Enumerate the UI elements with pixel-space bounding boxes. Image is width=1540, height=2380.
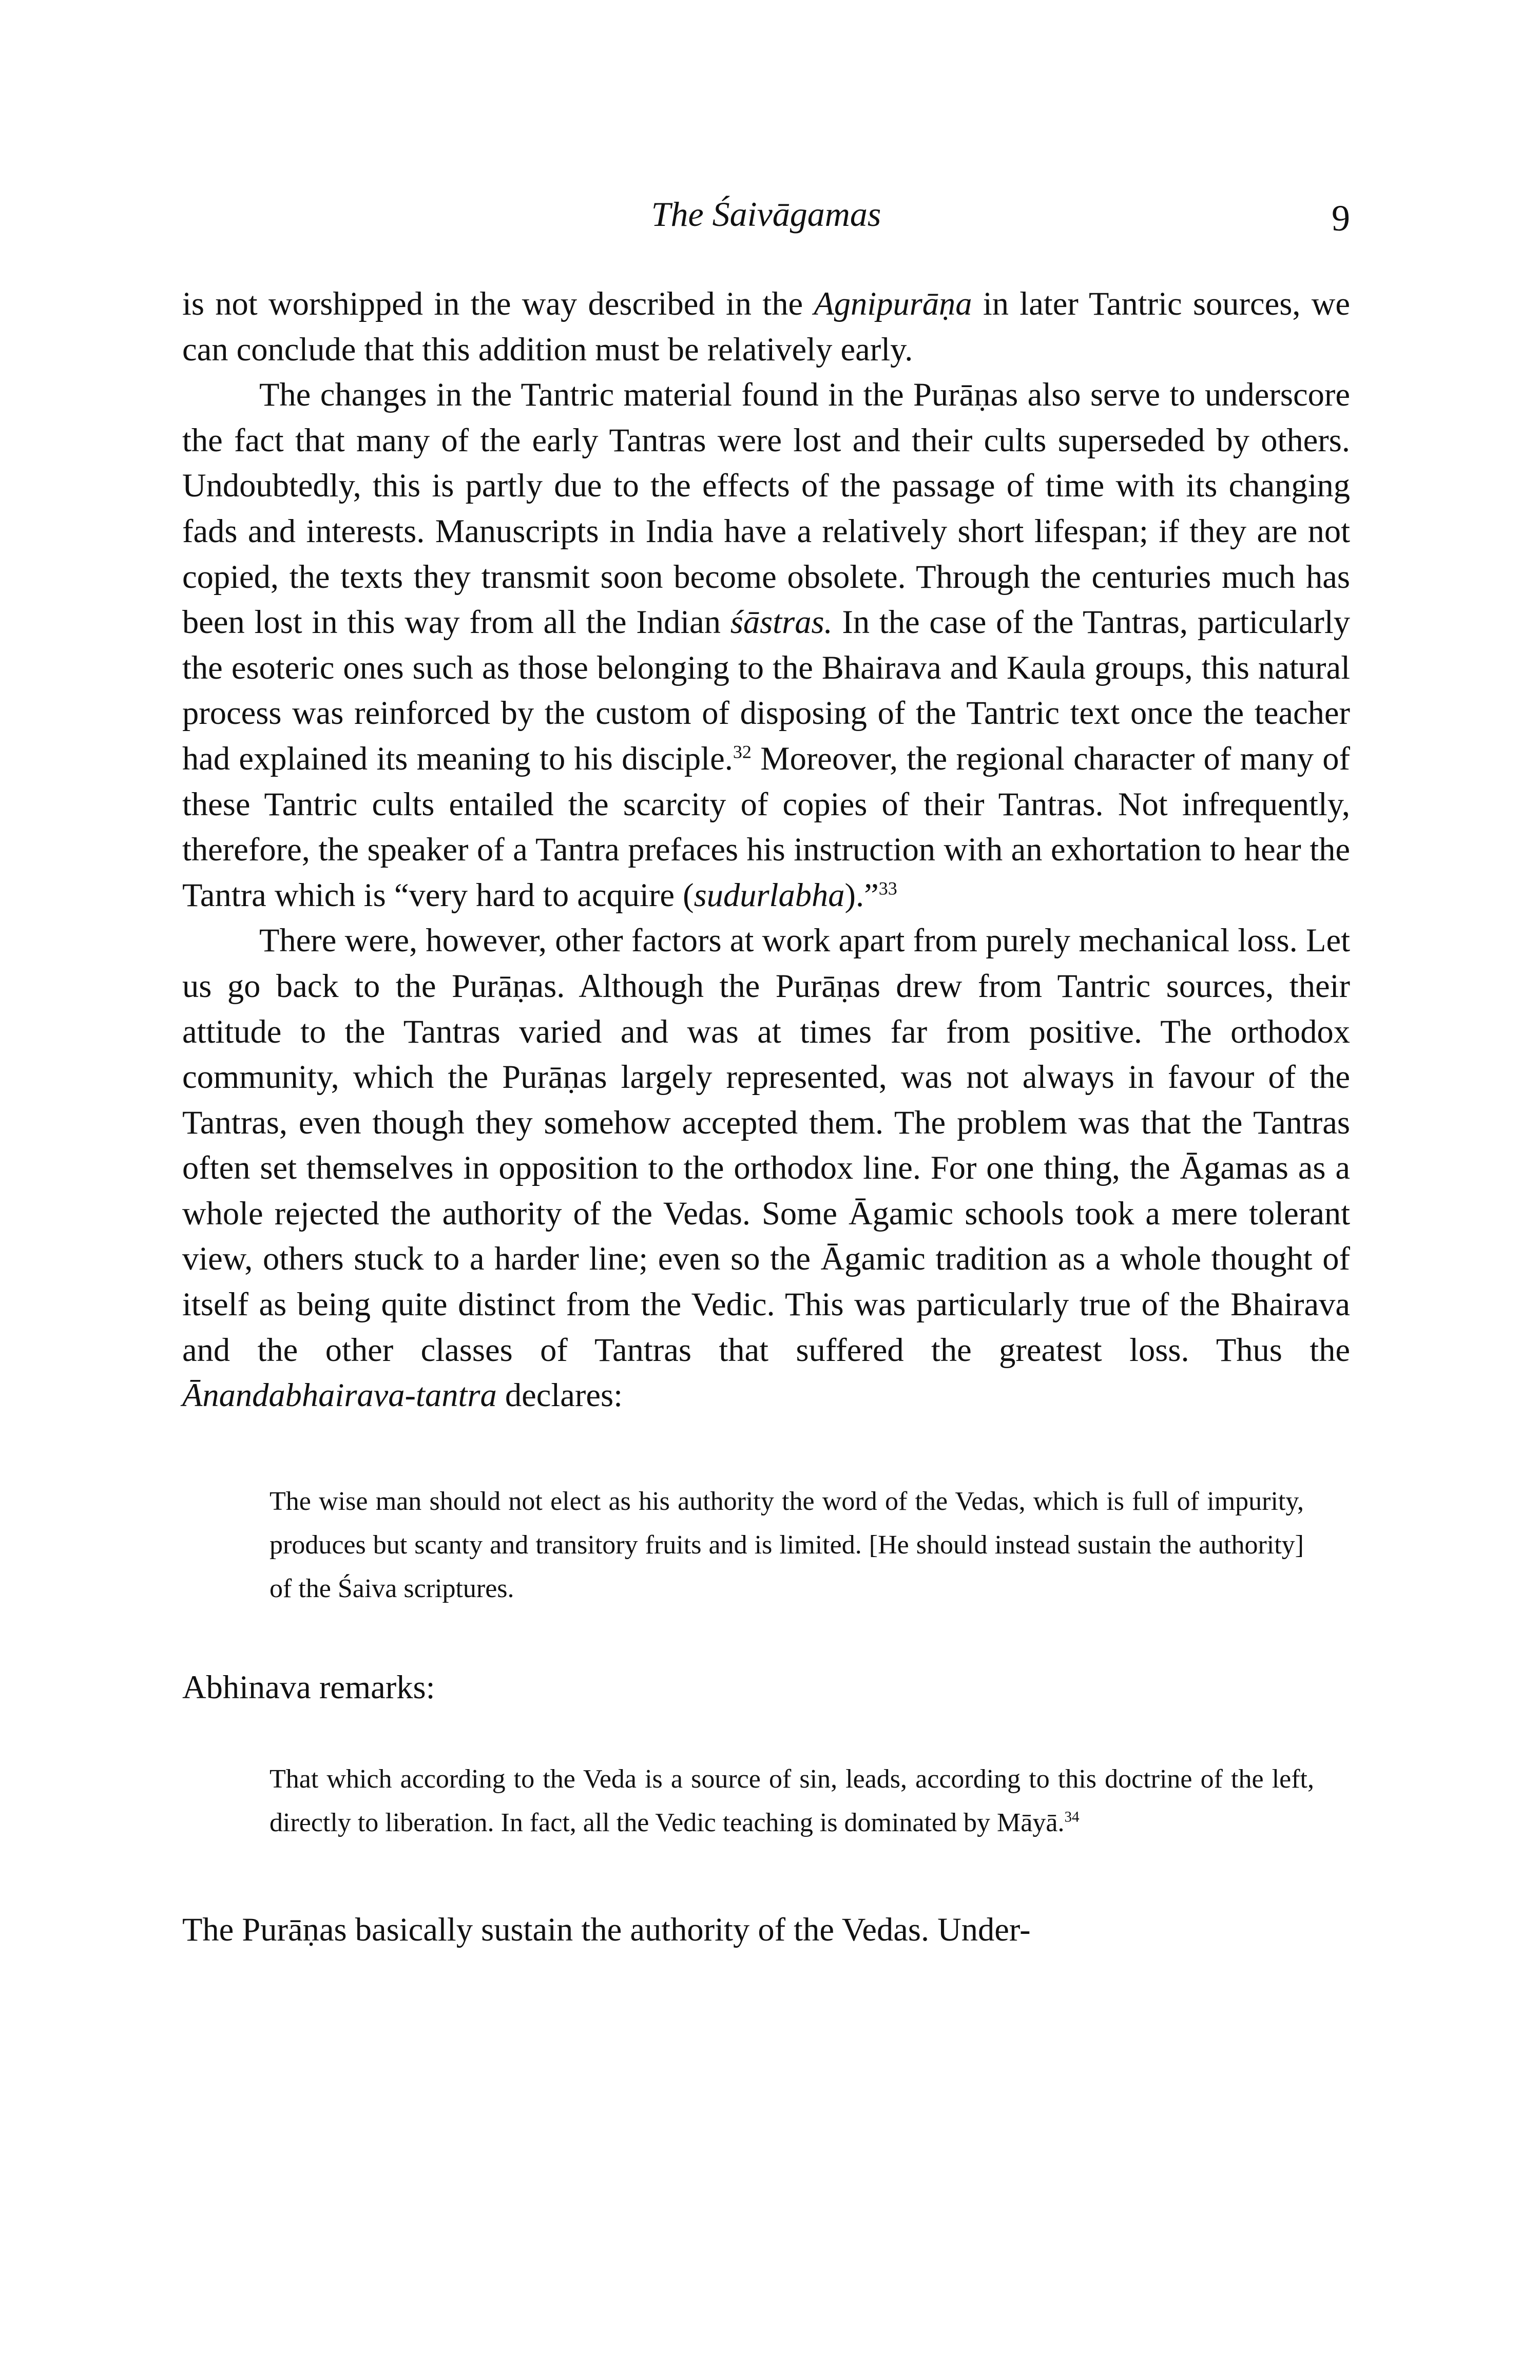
paragraph-text: in later Tantric sources, we can conclude that this addition must be relatively early. (182, 285, 1350, 368)
italic-title: Ānandabhairava-tantra (182, 1377, 497, 1414)
quote-text: The wise man should not elect as his authority the word of the Vedas, which is full of impurity, produces but scanty and transitory fruits and is limited. [He should instead sustain the authority] of the Śaiva scriptures. (270, 1486, 1304, 1603)
paragraph-text: The Purāṇas basically sustain the authority of the Vedas. Under- (182, 1911, 1031, 1948)
footnote-marker: 32 (733, 741, 752, 762)
paragraph-text: In the case of the Tantras, particularly the esoteric ones such as those belonging to the Bhairava and Kaula groups, this natural process was reinforced by the custom of disposing of the Tantric text once the teacher had explained its meaning to his disciple. (182, 604, 1350, 777)
italic-term: sudurlabha (694, 876, 845, 913)
paragraph-text: declares: (496, 1377, 623, 1414)
paragraph-text: Moreover, the regional character of many of these Tantric cults entailed the scarcity of copies of their Tantras. Not infrequently, therefore, the speaker of a Tantra prefaces his instruction with an exhortation to hear the Tantra which is “very hard to acquire ( (182, 740, 1350, 913)
block-quote-abhinava (182, 1757, 1350, 1845)
page-number: 9 (1332, 198, 1350, 239)
footnote-marker: 33 (878, 878, 897, 899)
quote-text: That which according to the Veda is a source of sin, leads, according to this doctrine of the left, directly to liberation. In fact, all the Vedic teaching is dominated by Māyā. (270, 1764, 1314, 1838)
italic-term: Agnipurāṇa (814, 285, 972, 322)
paragraph-puranas-authority (182, 1907, 1350, 1953)
paragraph-text: Abhinava remarks: (182, 1668, 435, 1705)
paragraph-text: There were, however, other factors at work apart from purely mechanical loss. Let us go back to the Purāṇas. Although the Purāṇas drew from Tantric sources, their attitude to the Tantras varied and was at times far from positive. The orthodox community, which the Purāṇas largely represented, was not always in favour of the Tantras, even though they somehow accepted them. The problem was that the Tantras often set themselves in opposition to the orthodox line. For one thing, the Āgamas as a whole rejected the authority of the Vedas. Some Āgamic schools took a mere tolerant view, others stuck to a harder line; even so the Āgamic tradition as a whole thought of itself as being quite distinct from the Vedic. This was particularly true of the Bhairava and the other classes of Tantras that suffered the greatest loss. Thus the (182, 922, 1350, 1368)
paragraph-abhinava-remarks (182, 1665, 1350, 1711)
running-head (182, 191, 1350, 237)
paragraph-other-factors (182, 918, 1350, 1418)
footnote-marker: 34 (1064, 1809, 1080, 1826)
block-quote-anandabhairava (182, 1480, 1350, 1610)
paragraph-text: ).” (844, 876, 879, 913)
running-title: The Śaivāgamas (651, 195, 881, 234)
paragraph-continued (182, 281, 1350, 372)
paragraph-text: The changes in the Tantric material found in the Purāṇas also serve to underscore the fact that many of the early Tantras were lost and their cults superseded by others. Undoubtedly, this is partly due to the effects of the passage of time with its changing fads and interests. Manuscripts in India have a relatively short lifespan; if they are not copied, the texts they transmit soon become obsolete. Through the centuries much has been lost in this way from all the Indian (182, 376, 1350, 641)
page-body (182, 281, 1350, 1953)
paragraph-text: is not worshipped in the way described in the (182, 285, 814, 322)
paragraph-tantric-material (182, 372, 1350, 918)
italic-term: śāstras. (730, 604, 833, 641)
